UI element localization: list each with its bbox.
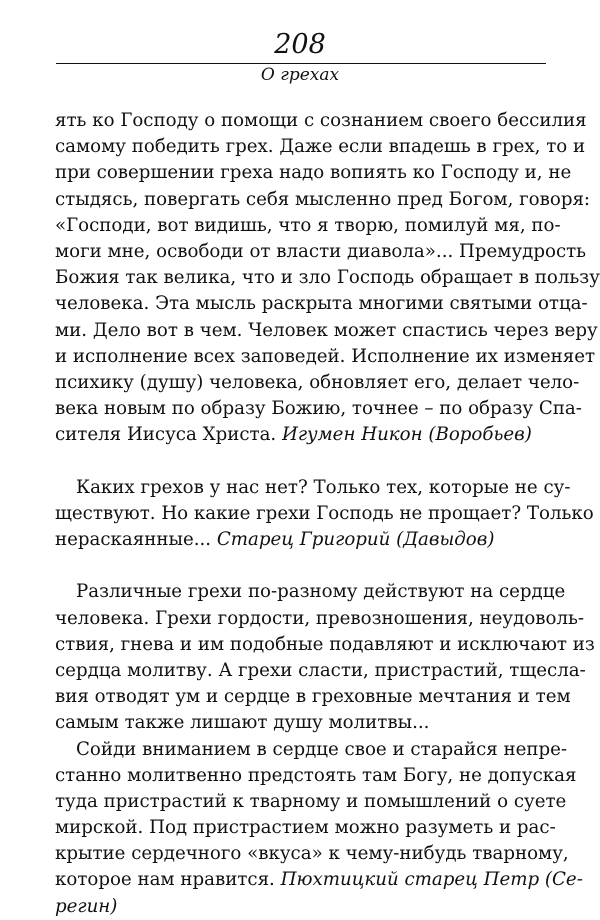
text-line: «Господи, вот видишь, что я творю, помилуй мя, по- — [55, 214, 561, 236]
text-line: и исполнение всех заповедей. Исполнение их изменяет — [55, 345, 596, 367]
text-line: самым также лишают душу молитвы... — [55, 712, 430, 734]
text-line: ществуют. Но какие грехи Господь не прощает? Только — [55, 502, 594, 524]
text-line: станно молитвенно предстоять там Богу, не допуская — [55, 764, 577, 786]
text-line: сердца молитву. А грехи сласти, пристрастий, тщесла- — [55, 659, 586, 681]
text-line-with-attribution — [55, 527, 548, 553]
text-line: сителя Иисуса Христа. — [55, 424, 282, 446]
paragraph-3 — [55, 579, 595, 736]
text-line: самому победить грех. Даже если впадешь в грех, то и — [55, 136, 586, 158]
text-line: при совершении греха надо вопиять ко Господу и, не — [55, 162, 572, 184]
text-line: стыдясь, повергать себя мысленно пред Богом, говоря: — [55, 188, 591, 210]
text-line: вия отводят ум и сердце в греховные мечтания и тем — [55, 686, 571, 708]
text-line-with-attribution — [55, 867, 583, 893]
text-line: моги мне, освободи от власти диавола»... Премудрость — [55, 240, 587, 262]
paragraph-4 — [55, 737, 583, 920]
text-line: ять ко Господу о помощи с сознанием своего бессилия — [55, 110, 587, 131]
text-line: человека. Эта мысль раскрыта многими святыми отца- — [55, 293, 588, 315]
paragraph-gap — [55, 448, 548, 474]
text-line: ми. Дело вот в чем. Человек может спастись через веру — [55, 319, 598, 341]
attribution: Игумен Никон (Воробьев) — [282, 424, 532, 446]
text-line: человека. Грехи гордости, превозношения, неудоволь- — [55, 607, 585, 629]
attribution: регин) — [55, 895, 118, 917]
text-line: нераскаянные... — [55, 529, 217, 550]
text-line: крытие сердечного «вкуса» к чему-нибудь тварному, — [55, 843, 569, 865]
text-line: Божия так велика, что и зло Господь обращает в пользу — [55, 267, 600, 289]
text-line: Различные грехи по-разному действуют на сердце — [76, 581, 566, 603]
attribution: Пюхтицкий старец Петр (Се- — [280, 869, 583, 891]
attribution: Старец Григорий (Давыдов) — [216, 529, 495, 550]
text-line: которое нам нравится. — [55, 869, 281, 891]
paragraph-1 — [55, 108, 600, 448]
text-line: Сойди вниманием в сердце свое и старайся непре- — [76, 738, 568, 760]
text-line: века новым по образу Божию, точнее – по образу Спа- — [55, 398, 582, 420]
page-number: 208 — [274, 29, 326, 60]
text-line-with-attribution — [55, 422, 548, 448]
running-title: О грехах — [260, 65, 340, 85]
text-line: ствия, гнева и им подобные подавляют и исключают из — [55, 633, 595, 655]
text-line: Каких грехов у нас нет? Только тех, которые не су- — [76, 476, 571, 498]
text-body — [55, 108, 600, 920]
paragraph-gap — [55, 553, 548, 579]
text-line: психику (душу) человека, обновляет его, делает чело- — [55, 371, 580, 393]
paragraph-2 — [55, 475, 594, 554]
text-line: мирской. Под пристрастием можно разуметь и рас- — [55, 817, 556, 839]
text-line: туда пристрастий к тварному и помышлений о суете — [55, 790, 567, 812]
